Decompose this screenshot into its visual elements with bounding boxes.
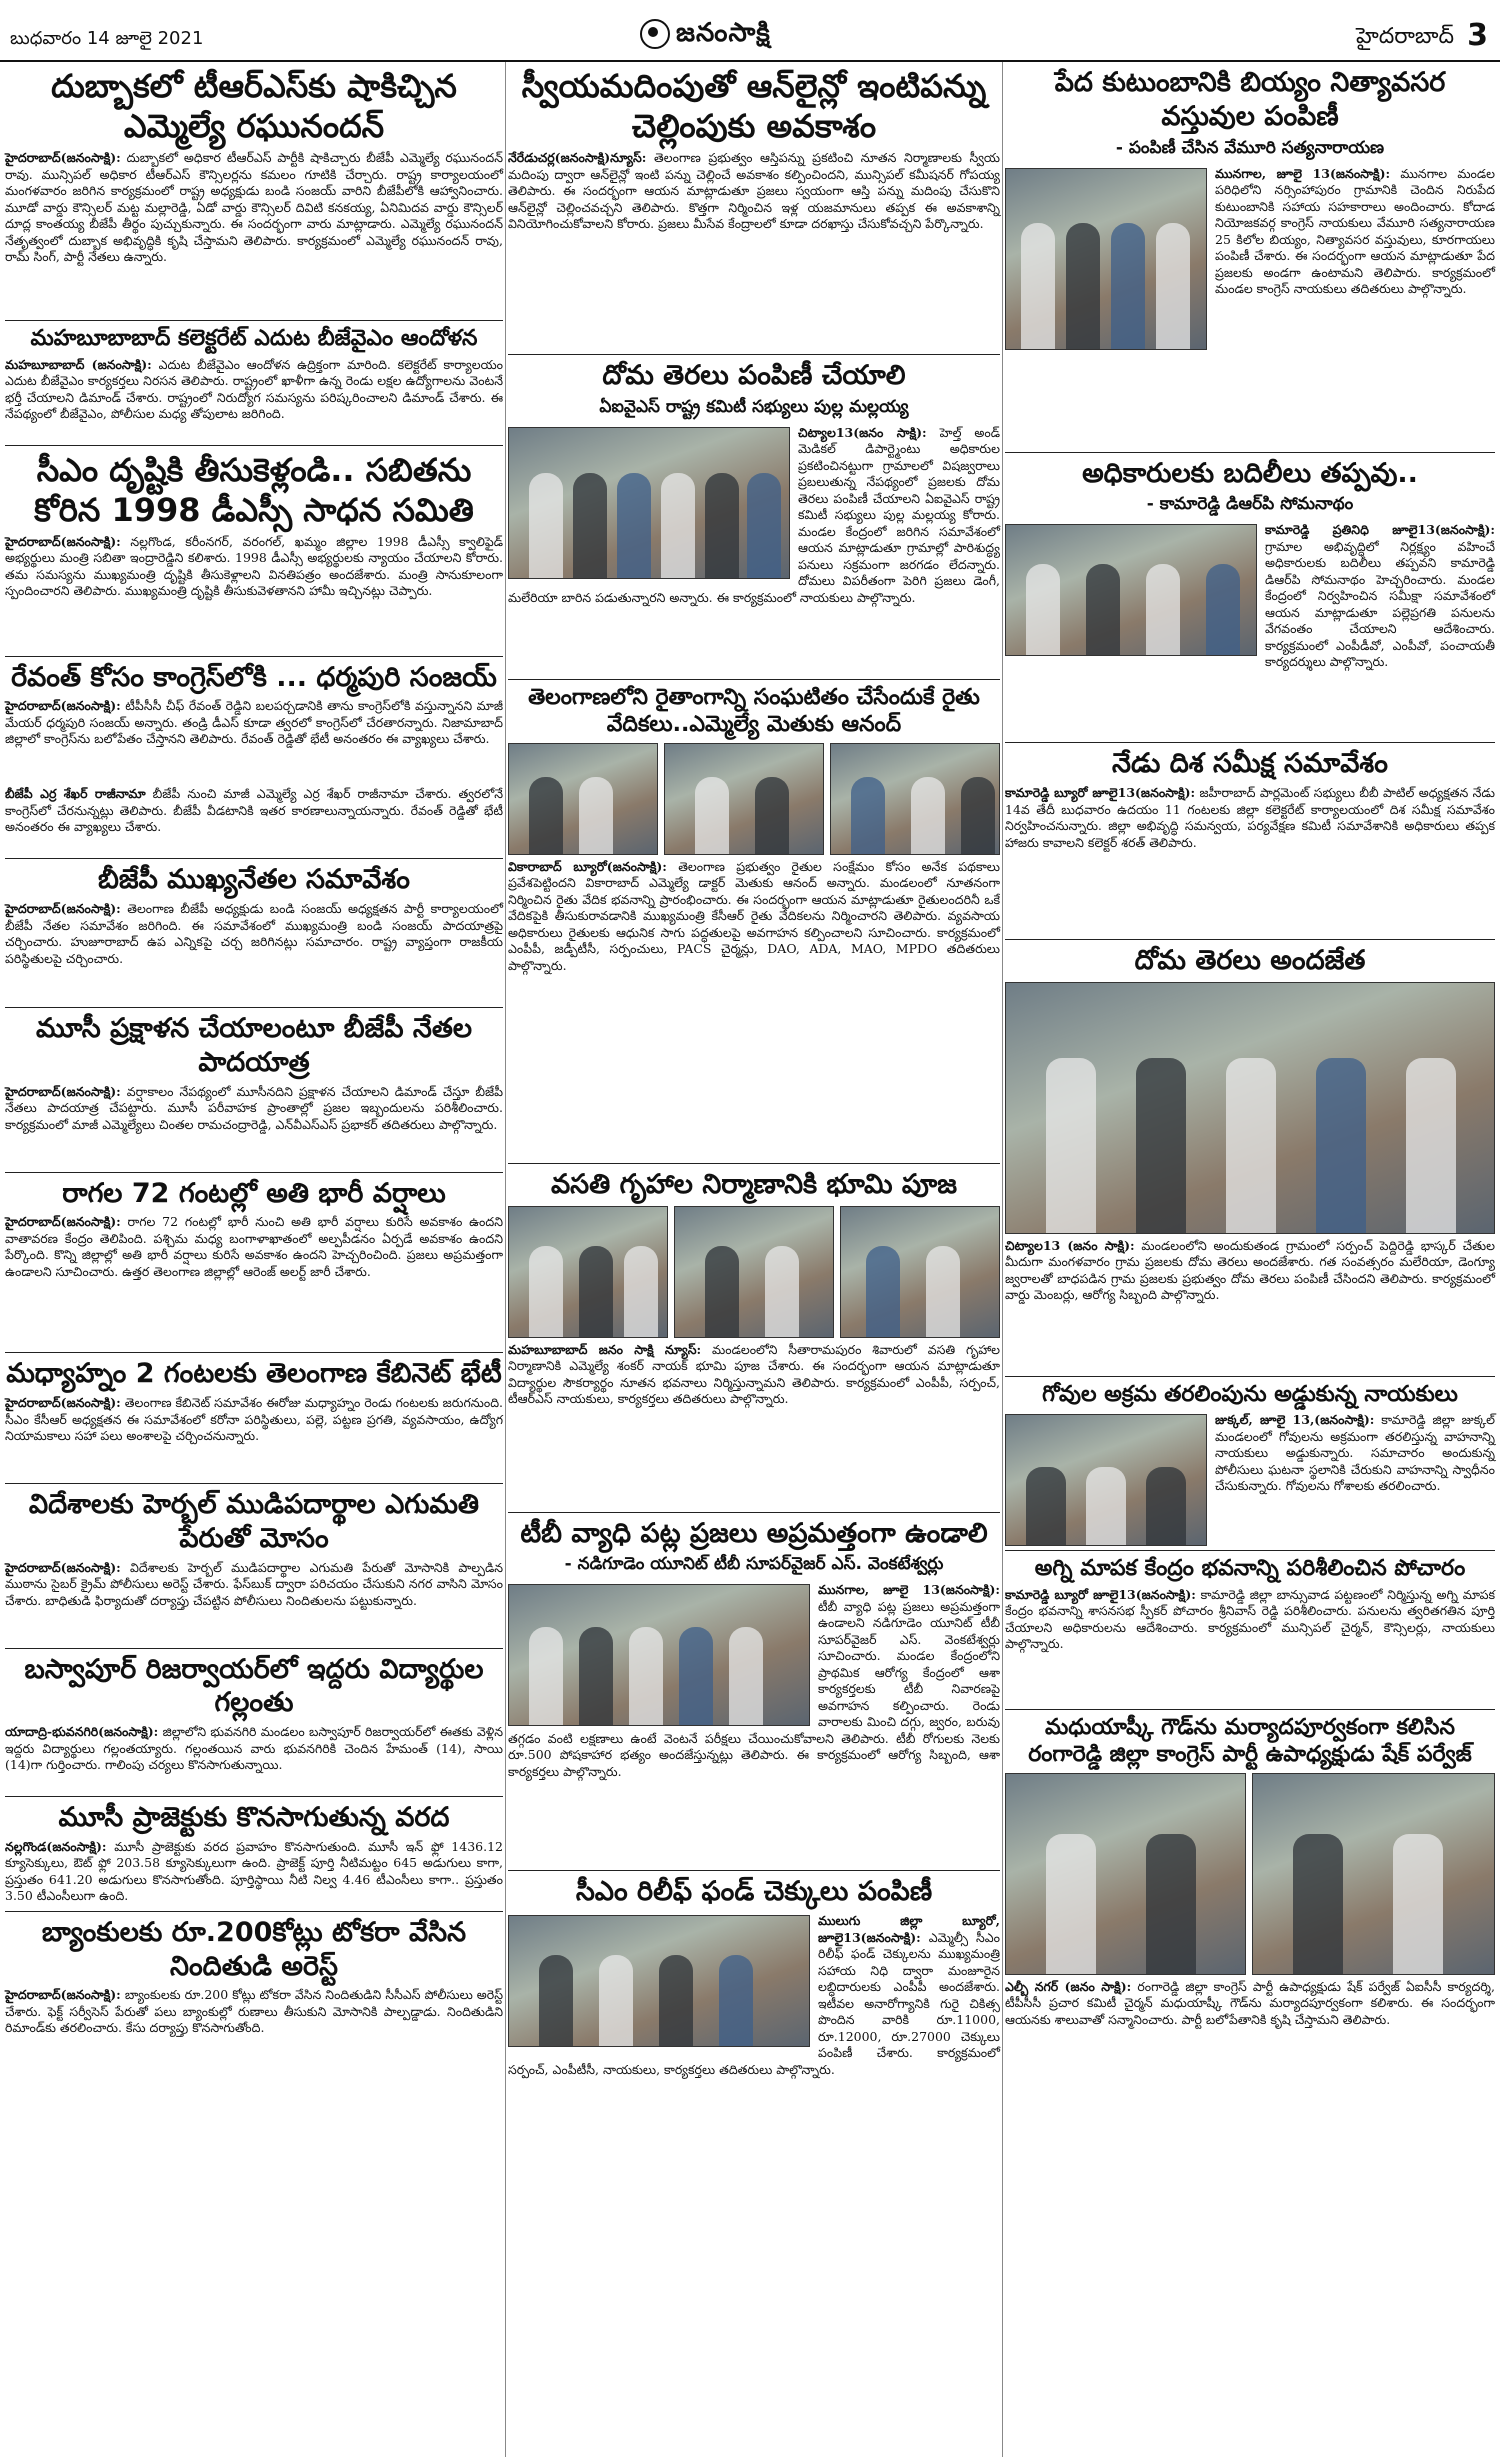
article	[1005, 747, 1495, 933]
logo-icon	[640, 19, 670, 49]
article	[5, 661, 503, 853]
article-body	[1005, 1238, 1495, 1370]
article-text: నల్లగొండ, కరీంనగర్‌, వరంగల్‌, ఖమ్మం జిల్లాల 1998 డీఎస్సీ క్వాలిఫైడ్‌ అభ్యర్థులు మంత్రి సబితా ఇంద్రారెడ్డిని కలిశారు. 1998 డీఎస్సీ అభ్యర్థులకు న్యాయం చేయాలని కోరారు. తమ సమస్యను ముఖ్యమంత్రి దృష్టికి తీసుకెళ్లాలని వినతిపత్రం అందజేశారు. మంత్రి సానుకూలంగా స్పందించారని తెలిపారు. ముఖ్యమంత్రి దృష్టికి తీసుకువెళతానని హామీ ఇచ్చినట్లు చెప్పారు.	[5, 533, 503, 598]
article-text: వర్షాకాలం నేపథ్యంలో మూసీనదిని ప్రక్షాళన చేయాలని డిమాండ్‌ చేస్తూ బీజేపీ నేతలు పాదయాత్ర చేపట్టారు. మూసీ పరీవాహక ప్రాంతాల్లో ప్రజల ఇబ్బందులను పరిశీలించారు. కార్యక్రమంలో మాజీ ఎమ్మెల్యేలు చింతల రామచంద్రారెడ్డి, ఎన్‌వీఎస్‌ఎస్‌ ప్రభాకర్‌ తదితరులు పాల్గొన్నారు.	[5, 1083, 503, 1132]
article-text: బ్యాంకులకు రూ.200 కోట్లు టోకరా వేసిన నిందితుడిని సీసీఎస్‌ పోలీసులు అరెస్ట్‌ చేశారు. ఫెక్ట్‌ సర్వీసెస్‌ పేరుతో పలు బ్యాంకుల్లో రుణాలు తీసుకుని మోసానికి పాల్పడ్డాడు. నిందితుడిని రిమాండ్‌కు తరలించారు. కేసు దర్యాప్తు కొనసాగుతోంది.	[5, 1987, 503, 2036]
article	[508, 1168, 1000, 1506]
news-photo	[1005, 1773, 1246, 1975]
subheadline: - నడిగూడెం యూనిట్‌ టీబీ సూపర్‌వైజర్‌ ఎస్‌. వెంకటేశ్వర్లు	[564, 1554, 944, 1575]
article-text: మూసీ ప్రాజెక్టుకు వరద ప్రవాహం కొనసాగుతుంది. మూసీ ఇన్‌ ఫ్లో 1436.12 క్యూసెక్కులు, ఔట్‌ ఫ్లో 203.58 క్యూసెక్కులుగా ఉంది. ప్రాజెక్ట్‌ పూర్తి నీటిమట్టం 645 అడుగులు కాగా, ప్రస్తుతం 641.20 అడుగులు కొనసాగుతోంది. పూర్తిస్థాయి నీటి నిల్వ 4.46 టీఎంసీలు కాగా.. ప్రస్తుతం 3.50 టీఎంసీలుగా ఉంది.	[5, 1838, 503, 1904]
headline: మధ్యాహ్నం 2 గంటలకు తెలంగాణ కేబినెట్‌ భేటీ	[6, 1358, 502, 1390]
headline: విదేశాలకు హెర్బల్‌ ముడిపదార్థాల ఎగుమతి పేరుతో మోసం	[28, 1489, 480, 1554]
article	[5, 863, 503, 1001]
column-divider	[505, 62, 506, 2457]
news-photo	[508, 743, 658, 855]
article	[1005, 1555, 1495, 1703]
article	[5, 1916, 503, 2070]
article	[508, 1875, 1000, 2077]
article-text: కామారెడ్డి జిల్లా బాన్సువాడ పట్టణంలో నిర్మిస్తున్న అగ్ని మాపక కేంద్రం భవనాన్ని శాసనసభ స్పీకర్‌ పోచారం శ్రీనివాస్‌ రెడ్డి పరిశీలించారు. పనులను త్వరితగతిన పూర్తి చేయాలని అధికారులను ఆదేశించారు. కార్యక్రమంలో మున్సిపల్‌ చైర్మన్‌, కౌన్సిలర్లు, నాయకులు పాల్గొన్నారు.	[1005, 1586, 1495, 1652]
article	[1005, 66, 1495, 446]
article-text: టీబీ వ్యాధి పట్ల ప్రజలు అప్రమత్తంగా ఉండాలని నడిగూడెం యూనిట్‌ టీబీ సూపర్‌వైజర్‌ ఎస్‌. వెంకటేశ్వర్లు సూచించారు. మండల కేంద్రంలోని ప్రాథమిక ఆరోగ్య కేంద్రంలో ఆశా కార్యకర్తలకు టీబీ నివారణపై అవగాహన కల్పించారు. రెండు వారాలకు మించి దగ్గు, జ్వరం, బరువు తగ్గడం వంటి లక్షణాలు ఉంటే వెంటనే పరీక్షలు చేయించుకోవాలని తెలిపారు. టీబీ రోగులకు నెలకు రూ.500 పోషకాహార భత్యం అందజేస్తున్నట్లు తెలిపారు. ఈ కార్యక్రమంలో ఆరోగ్య సిబ్బంది, ఆశా కార్యకర్తలు పాల్గొన్నారు.	[508, 1598, 1000, 1779]
article	[1005, 944, 1495, 1370]
news-photo	[674, 1206, 834, 1338]
dateline: హైదరాబాద్‌(జనంసాక్షి):	[5, 1559, 121, 1575]
headline: బ్యాంకులకు రూ.200కోట్లు టోకరా వేసిన నిందితుడి అరెస్ట్‌	[41, 1916, 467, 1982]
dateline: మహబూబాబాద్‌ జనం సాక్షి న్యూస్‌:	[508, 1341, 702, 1357]
issue-date: బుధవారం 14 జూలై 2021	[10, 28, 204, 49]
headline: బస్వాపూర్‌ రిజర్వాయర్‌లో ఇద్దరు విద్యార్థుల గల్లంతు	[24, 1653, 484, 1719]
article-body	[5, 1724, 503, 1790]
headline: తెలంగాణలోని రైతాంగాన్ని సంఘటితం చేసేందుకే రైతు వేదికలు..ఎమ్మెల్యే మెతుకు ఆనంద్‌	[528, 684, 980, 738]
article-text: టీపీసీసీ చీఫ్‌ రేవంత్‌ రెడ్డిని బలపర్చడానికి తాను కాంగ్రెస్‌లోకి వస్తున్నానని మాజీ మేయర్‌ ధర్మపురి సంజయ్‌ అన్నారు. తండ్రి డీఎస్‌ కూడా త్వరలో కాంగ్రెస్‌లో చేరతారన్నారు. నిజామాబాద్‌ జిల్లాలో కాంగ్రెస్‌ను బలోపేతం చేస్తానని తెలిపారు. రేవంత్‌ రెడ్డితో భేటీ అనంతరం ఈ వ్యాఖ్యలు చేశారు.	[5, 698, 503, 747]
dateline: వికారాబాద్‌ బ్యూరో(జనంసాక్షి):	[508, 858, 667, 874]
dateline: కామారెడ్డి బ్యూరో జూలై13(జనంసాక్షి):	[1005, 1586, 1196, 1602]
dateline: హైదరాబాద్‌(జనంసాక్షి):	[5, 533, 121, 549]
article-text: ఎదుట బీజేవైఎం ఆందోళన ఉద్రిక్తంగా మారింది. కలెక్టరేట్‌ కార్యాలయం ఎదుట బీజేవైఎం కార్యకర్తలు నిరసన తెలిపారు. రాష్ట్రంలో ఖాళీగా ఉన్న రెండు లక్షల ఉద్యోగాలను వెంటనే భర్తీ చేయాలని డిమాండ్‌ చేశారు. రాష్ట్రంలో నిరుద్యోగ సమస్యను పరిష్కరించాలని డిమాండ్‌ చేశారు. ఈ నేపథ్యంలో బీజేవైఎం, పోలీసుల మధ్య తోపులాట జరిగింది.	[5, 356, 504, 421]
paper-logo	[640, 18, 771, 54]
dateline: హైదరాబాద్‌(జనంసాక్షి):	[5, 1214, 121, 1230]
headline: మధుయాష్కీ గౌడ్‌ను మర్యాదపూర్వకంగా కలిసిన రంగారెడ్డి జిల్లా కాంగ్రెస్‌ పార్టీ ఉపాధ్యక్షుడు షేక్‌ పర్వేజ్‌	[1028, 1714, 1472, 1768]
article-text: మండలంలోని అందుకుతండ గ్రామంలో సర్పంచ్‌ పెద్దిరెడ్డి భాస్కర్‌ చేతుల మీదుగా మంగళవారం గ్రామ ప్రజలకు దోమ తెరలు అందజేశారు. గత సంవత్సరం మలేరియా, డెంగ్యూ జ్వరాలతో బాధపడిన గ్రామ ప్రజలకు ప్రభుత్వం దోమ తెరలు పంపిణీ చేసిందని తెలిపారు. కార్యక్రమంలో వార్డు మెంబర్లు, ఆరోగ్య సిబ్బంది పాల్గొన్నారు.	[1005, 1237, 1495, 1303]
article-body	[5, 1084, 503, 1166]
article-body	[1005, 1587, 1495, 1703]
article	[508, 1517, 1000, 1865]
article-text: తెలంగాణ ప్రభుత్వం రైతుల సంక్షేమం కోసం అనేక పథకాలు ప్రవేశపెట్టిందని వికారాబాద్‌ ఎమ్మెల్యే డాక్టర్‌ మెతుకు ఆనంద్‌ అన్నారు. మండలంలో నూతనంగా నిర్మించిన రైతు వేదిక భవనాన్ని ప్రారంభించారు. ఈ సందర్భంగా ఆయన మాట్లాడుతూ రైతులందరినీ ఒకే వేదికపైకి తీసుకురావడానికి ముఖ్యమంత్రి కేసీఆర్‌ రైతు వేదికలను నిర్మించారని తెలిపారు. వ్యవసాయ అధికారులు రైతులకు ఆధునిక సాగు పద్ధతులపై అవగాహన కల్పించాలని సూచించారు. కార్యక్రమంలో ఎంపీపీ, జడ్పీటీసీ, సర్పంచులు, PACS చైర్మన్లు, DAO, ADA, MAO, MPDO తదితరులు పాల్గొన్నారు.	[508, 858, 1000, 973]
article-text: కామారెడ్డి జిల్లా జుక్కల్‌ మండలంలో గోవులను అక్రమంగా తరలిస్తున్న వాహనాన్ని నాయకులు అడ్డుకున్నారు. సమాచారం అందుకున్న పోలీసులు ఘటనా స్థలానికి చేరుకుని వాహనాన్ని స్వాధీనం చేసుకున్నారు. గోవులను గోశాలకు తరలించారు.	[1215, 1412, 1496, 1494]
column-middle	[508, 62, 1000, 2457]
article-body	[5, 357, 503, 439]
article-body	[5, 786, 503, 852]
masthead	[0, 0, 1500, 62]
article	[508, 66, 1000, 348]
subhead: బీజేపీ ఎర్ర శేఖర్‌ రాజీనామా	[5, 786, 146, 802]
article-text: జహీరాబాద్‌ పార్లమెంట్‌ సభ్యులు బీబీ పాటిల్‌ అధ్యక్షతన నేడు 14వ తేదీ బుధవారం ఉదయం 11 గంటలకు జిల్లా కలెక్టరేట్‌ కార్యాలయంలో దిశ సమీక్ష సమావేశం నిర్వహించనున్నారు. జిల్లా అభివృద్ధి సమన్వయ, పర్యవేక్షణ కమిటీ సమావేశానికి అధికారులు తప్పక హాజరు కావాలని కలెక్టర్‌ శరత్‌ తెలిపారు.	[1005, 785, 1495, 850]
article	[5, 1177, 503, 1347]
news-photo	[1005, 1414, 1207, 1546]
article-body	[508, 1342, 1000, 1506]
dateline: కామారెడ్డి ప్రతినిధి జూలై13(జనంసాక్షి):	[1265, 522, 1495, 538]
news-photo	[840, 1206, 1000, 1338]
headline: టీబీ వ్యాధి పట్ల ప్రజలు అప్రమత్తంగా ఉండాలి	[520, 1517, 988, 1549]
article-text: విదేశాలకు హెర్బల్‌ ముడిపదార్థాల ఎగుమతి పేరుతో మోసానికి పాల్పడిన ముఠాను సైబర్‌ క్రైమ్‌ పోలీసులు అరెస్ట్‌ చేశారు. ఫేస్‌బుక్‌ ద్వారా పరిచయం చేసుకుని నగర వాసిని మోసం చేశారు. బాధితుడి ఫిర్యాదుతో దర్యాప్తు చేపట్టిన పోలీసులు నిందితులను పట్టుకున్నారు.	[5, 1559, 503, 1608]
article-body	[5, 1214, 503, 1346]
article-body	[5, 1987, 503, 2069]
column-divider	[1002, 62, 1003, 2457]
article-body	[508, 150, 1000, 348]
dateline: చిట్యాల13 (జనం సాక్షి):	[1005, 1237, 1135, 1253]
dateline: మహబూబాబాద్‌ (జనంసాక్షి):	[5, 356, 152, 372]
column-right	[1005, 62, 1495, 2457]
article	[5, 1801, 503, 1905]
headline: మూసీ ప్రక్షాళన చేయాలంటూ బీజేపీ నేతల పాదయాత్ర	[35, 1013, 473, 1078]
dateline: హైదరాబాద్‌(జనంసాక్షి):	[5, 901, 121, 916]
news-photo	[508, 1915, 810, 2047]
headline: సీఎం దృష్టికి తీసుకెళ్లండి.. సబితను కోరిన 1998 డీఎస్సీ సాధన సమితి	[34, 450, 474, 529]
subheadline: - కామారెడ్డి డిఆర్‌పి సోమనాథం	[1146, 494, 1354, 515]
subheadline: - పంపిణీ చేసిన వేమూరి సత్యనారాయణ	[1115, 137, 1385, 158]
headline: అధికారులకు బదిలీలు తప్పవు..	[1082, 457, 1418, 489]
dateline: హైదరాబాద్‌(జనంసాక్షి):	[5, 1083, 121, 1099]
news-photo	[1005, 524, 1257, 656]
dateline: నల్లగొండ(జనంసాక్షి):	[5, 1838, 107, 1854]
headline: మహబూబాబాద్‌ కలెక్టరేట్‌ ఎదుట బీజేవైఎం ఆందోళన	[30, 326, 478, 351]
headline: పేద కుటుంబానికి బియ్యం నిత్యావసర వస్తువుల పంపిణీ	[1054, 67, 1446, 132]
news-photo	[508, 1206, 668, 1338]
dateline: హైదరాబాద్‌(జనంసాక్షి):	[5, 698, 121, 714]
article-text: దుబ్బాకలో అధికార టీఆర్‌ఎస్‌ పార్టీకి షాకిచ్చారు బీజేపీ ఎమ్మెల్యే రఘునందన్‌ రావు. మున్సిపల్‌ అధికార టీఆర్‌ఎస్‌ కౌన్సిలర్లను కమలం గూటికి చేర్చారు. రాష్ట్ర కార్యాలయంలో మంగళవారం జరిగిన కార్యక్రమంలో రాష్ట్ర అధ్యక్షుడు బండి సంజయ్‌ వారిని బీజేపీలోకి ఆహ్వానించారు. మూడో వార్డు కౌన్సిలర్‌ మట్ట మల్లారెడ్డి, ఏడో వార్డు కౌన్సిలర్‌ దివిటి కనకయ్య, ఏనిమిదవ వార్డు కౌన్సిలర్‌ దూద్ల కాంతయ్య బీజేపీ తీర్థం పుచ్చుకున్నారు. ఈ సందర్భంగా వారు మాట్లాడారు. ఎమ్మెల్యే రఘునందన్‌ నేతృత్వంలో దుబ్బాక అభివృద్ధికి కృషి చేస్తామని తెలిపారు. కార్యక్రమంలో ఎమ్మెల్యే రఘునందన్‌ రావు, రామ్‌ సింగ్‌, పార్టీ నేతలు ఉన్నారు.	[5, 150, 503, 264]
article-text: బీజేపీ నుంచి మాజీ ఎమ్మెల్యే ఎర్ర శేఖర్‌ రాజీనామా చేశారు. త్వరలోనే కాంగ్రెస్‌లో చేరనున్నట్లు తెలిపారు. బీజేపీ వీడటానికి ఇతర కారణాలున్నాయన్నారు. రేవంత్‌ రెడ్డితో భేటీ అనంతరం ఈ వ్యాఖ్యలు చేశారు.	[5, 786, 503, 835]
dateline: మునగాల, జూలై 13(జనంసాక్షి):	[818, 1582, 1000, 1598]
news-photo	[508, 1584, 810, 1726]
article-text: హెల్త్‌ అండ్‌ మెడికల్‌ డిపార్ట్మెంటు అధికారుల ప్రకటించినట్టుగా గ్రామాలలో విషజ్వరాలు ప్రబలుతున్న నేపథ్యంలో ప్రజలకు దోమ తెరలు పంపిణీ చేయాలని ఏఐవైఎస్‌ రాష్ట్ర కమిటీ సభ్యులు పుల్ల మల్లయ్య కోరారు. మండల కేంద్రంలో జరిగిన సమావేశంలో ఆయన మాట్లాడుతూ గ్రామాల్లో పారిశుద్ధ్య పనులు సక్రమంగా జరగడం లేదన్నారు. దోమలు విపరీతంగా పెరిగి ప్రజలు డెంగీ, మలేరియా బారిన పడుతున్నారని అన్నారు. ఈ కార్యక్రమంలో నాయకులు పాల్గొన్నారు.	[508, 424, 1000, 605]
article-body	[5, 1395, 503, 1477]
article-text: తెలంగాణ ప్రభుత్వం ఆస్తిపన్ను ప్రకటించి నూతన నిర్మాణాలకు స్వీయ మదింపు ద్వారా ఆన్‌లైన్లో ఇంటి పన్ను చెల్లించే అవకాశం కల్పించిందని, మున్సిపల్‌ కమీషనర్‌ గోపయ్య తెలిపారు. ఈ సందర్భంగా ఆయన మాట్లాడుతూ ప్రజలు స్వయంగా ఆస్తి పన్ను మదింపు చేసుకొని ఆన్‌లైన్లో చెల్లించవచ్చని తెలిపారు. కొత్తగా నిర్మించిన ఇళ్ల యజమానులు తప్పక ఈ అవకాశాన్ని వినియోగించుకోవాలని కోరారు. ప్రజలు మీసేవ కేంద్రాలలో కూడా దరఖాస్తు చేసుకోవచ్చని పేర్కొన్నారు.	[508, 150, 1000, 231]
article-body	[5, 534, 503, 650]
headline: రేవంత్‌ కోసం కాంగ్రెస్‌లోకి ... ధర్మపురి సంజయ్‌	[11, 661, 497, 693]
article-text: రంగారెడ్డి జిల్లా కాంగ్రెస్‌ పార్టీ ఉపాధ్యక్షుడు షేక్‌ పర్వేజ్‌ ఏఐసీసీ కార్యదర్శి, టీపీసీసీ ప్రచార కమిటీ చైర్మన్‌ మధుయాష్కీ గౌడ్‌ను మర్యాదపూర్వకంగా కలిశారు. ఈ సందర్భంగా ఆయనకు శాలువాతో సన్మానించారు. పార్టీ బలోపేతానికి కృషి చేస్తామని తెలిపారు.	[1005, 1978, 1495, 2027]
article-text: తెలంగాణ కేబినెట్‌ సమావేశం ఈరోజు మధ్యాహ్నం రెండు గంటలకు జరుగనుంది. సీఎం కేసీఆర్‌ అధ్యక్షతన ఈ సమావేశంలో కరోనా పరిస్థితులు, పల్లె, పట్టణ ప్రగతి, వ్యవసాయం, ఉద్యోగ నియామకాలు సహా పలు అంశాలపై చర్చించనున్నారు.	[5, 1395, 504, 1443]
article	[5, 1488, 503, 1642]
article-text: ఎమ్మెల్సీ సీఎం రిలీఫ్‌ ఫండ్‌ చెక్కులను ముఖ్యమంత్రి సహాయ నిధి ద్వారా మంజూరైన లబ్ధిదారులకు ఎంపీపీ అందజేశారు. ఇటీవల అనారోగ్యానికి గురై చికిత్స పొందిన వారికి రూ.11000, రూ.12000, రూ.27000 చెక్కులు పంపిణీ చేశారు. కార్యక్రమంలో సర్పంచ్‌, ఎంపీటీసీ, నాయకులు, కార్యకర్తలు తదితరులు పాల్గొన్నారు.	[508, 1929, 1000, 2077]
article	[5, 1357, 503, 1477]
headline: దోమ తెరలు అందజేత	[1134, 945, 1366, 976]
edition-city: హైదరాబాద్	[1356, 24, 1454, 49]
article-text: మునగాల మండల పరిధిలోని నర్సింహాపురం గ్రామానికి చెందిన నిరుపేద కుటుంబానికి సహాయ సహకారాలు అందించారు. కోదాడ నియోజకవర్గ కాంగ్రెస్‌ నాయకులు వేమూరి సత్యనారాయణ 25 కిలోల బియ్యం, నిత్యావసర వస్తువులు, కూరగాయలు పంపిణీ చేశారు. ఈ సందర్భంగా ఆయన మాట్లాడుతూ పేద ప్రజలకు అండగా ఉంటామని తెలిపారు. కార్యక్రమంలో మండల కాంగ్రెస్‌ నాయకులు తదితరులు పాల్గొన్నారు.	[1215, 165, 1496, 296]
headline: దోమ తెరలు పంపిణీ చేయాలి	[602, 360, 906, 391]
headline: రాగల 72 గంటల్లో అతి భారీ వర్షాలు	[62, 1177, 446, 1209]
article-body	[5, 1560, 503, 1642]
headline: సీఎం రిలీఫ్‌ ఫండ్‌ చెక్కులు పంపిణీ	[575, 1876, 933, 1908]
headline: స్వీయమదింపుతో ఆన్‌లైన్లో ఇంటిపన్ను చెల్లింపుకు అవకాశం	[521, 67, 987, 145]
dateline: హైదరాబాద్‌(జనంసాక్షి):	[5, 1395, 121, 1410]
headline: నేడు దిశ సమీక్ష సమావేశం	[1112, 748, 1388, 780]
article	[508, 684, 1000, 1157]
dateline: ములుగు జిల్లా బ్యూరో, జూలై13(జనంసాక్షి):	[818, 1913, 1000, 1945]
article-body	[5, 1839, 503, 1905]
article-text: మండలంలోని సీతారామపురం శివారులో వసతి గృహాల నిర్మాణానికి ఎమ్మెల్యే శంకర్‌ నాయక్‌ భూమి పూజ చేశారు. ఈ సందర్భంగా ఆయన మాట్లాడుతూ విద్యార్థుల సౌకర్యార్థం నూతన భవనాలు నిర్మిస్తున్నామని తెలిపారు. కార్యక్రమంలో ఎంపీపీ, సర్పంచ్‌, టీఆర్‌ఎస్‌ నాయకులు, కార్యకర్తలు తదితరులు పాల్గొన్నారు.	[508, 1341, 1000, 1406]
article	[1005, 457, 1495, 737]
article-body	[508, 859, 1000, 1157]
news-photo	[1252, 1773, 1495, 1975]
paper-name: జనంసాక్షి	[676, 18, 771, 48]
news-photo	[830, 743, 1000, 855]
article	[5, 1653, 503, 1791]
headline: అగ్ని మాపక కేంద్రం భవనాన్ని పరిశీలించిన పోచారం	[1034, 1556, 1466, 1582]
dateline: యాదాద్రి-భువనగిరి(జనంసాక్షి):	[5, 1724, 159, 1739]
subheadline: ఏఐవైఎస్‌ రాష్ట్ర కమిటీ సభ్యులు పుల్ల మల్లయ్య	[599, 396, 909, 417]
dateline: నేరేడుచర్ల(జనంసాక్షి)న్యూస్‌:	[508, 150, 647, 165]
article-body	[5, 150, 503, 314]
news-photo	[1005, 982, 1495, 1234]
dateline: చిట్యాల13(జనం సాక్షి):	[798, 424, 927, 440]
dateline: కామారెడ్డి బ్యూరో జూలై13(జనంసాక్షి):	[1005, 785, 1196, 800]
headline: బీజేపీ ముఖ్యనేతల సమావేశం	[98, 864, 410, 896]
dateline: ఎల్బీ నగర్‌ (జనం సాక్షి):	[1005, 1978, 1132, 1994]
article-text: జిల్లాలోని భువనగిరి మండలం బస్వాపూర్‌ రిజర్వాయర్‌లో ఈతకు వెళ్లిన ఇద్దరు విద్యార్థులు గల్లంతయ్యారు. గల్లంతయిన వారు భువనగిరికి చెందిన హేమంత్‌ (14), సాయి (14)గా గుర్తించారు. గాలింపు చర్యలు కొనసాగుతున్నాయి.	[5, 1724, 503, 1772]
article-body	[1005, 785, 1495, 933]
article-text: తెలంగాణ బీజేపీ అధ్యక్షుడు బండి సంజయ్‌ అధ్యక్షతన పార్టీ కార్యాలయంలో బీజేపీ నేతల సమావేశం జరిగింది. ఈ సమావేశంలో ముఖ్యమంత్రి బండి సంజయ్‌ పాదయాత్రపై చర్చించారు. హుజూరాబాద్‌ ఉప ఎన్నికపై చర్చ జరిగినట్లు సమాచారం. రాష్ట్ర వ్యాప్తంగా రాజకీయ పరిస్థితులపై చర్చించారు.	[5, 901, 503, 966]
headline: దుబ్బాకలో టీఆర్‌ఎస్‌కు షాకిచ్చిన ఎమ్మెల్యే రఘునందన్	[51, 67, 457, 145]
news-photo	[508, 427, 790, 579]
headline: వసతి గృహాల నిర్మాణానికి భూమి పూజ	[550, 1168, 958, 1200]
article	[5, 450, 503, 650]
article	[5, 325, 503, 439]
dateline: మునగాల, జూలై 13(జనంసాక్షి):	[1215, 165, 1391, 181]
dateline: హైదరాబాద్‌(జనంసాక్షి):	[5, 150, 121, 165]
headline: మూసీ ప్రాజెక్టుకు కొనసాగుతున్న వరద	[58, 1802, 450, 1833]
article	[5, 66, 503, 314]
article-body	[5, 698, 503, 780]
article-body	[1005, 1979, 1495, 2079]
article	[1005, 1714, 1495, 2079]
article-text: గ్రామాల అభివృద్ధిలో నిర్లక్ష్యం వహించే అధికారులకు బదిలీలు తప్పవని కామారెడ్డి డిఆర్‌పి సోమనాథం హెచ్చరించారు. మండల కేంద్రంలో నిర్వహించిన సమీక్షా సమావేశంలో ఆయన మాట్లాడుతూ పల్లెప్రగతి పనులను వేగవంతం చేయాలని ఆదేశించారు. కార్యక్రమంలో ఎంపీడీవో, ఎంపీవో, పంచాయతీ కార్యదర్శులు పాల్గొన్నారు.	[1265, 538, 1495, 670]
dateline: జుక్కల్‌, జూలై 13,(జనంసాక్షి):	[1215, 1412, 1375, 1428]
headline: గోవుల అక్రమ తరలింపును అడ్డుకున్న నాయకులు	[1042, 1381, 1458, 1407]
news-photo	[1005, 168, 1207, 350]
page-number: 3	[1467, 18, 1488, 53]
dateline: హైదరాబాద్‌(జనంసాక్షి):	[5, 1987, 121, 2003]
article-text: రాగల 72 గంటల్లో భారీ నుంచి అతి భారీ వర్షాలు కురిసే అవకాశం ఉందని వాతావరణ కేంద్రం తెలిపింది. పశ్చిమ మధ్య బంగాళాఖాతంలో అల్పపీడనం ఏర్పడే అవకాశం ఉందని పేర్కొంది. కొన్ని జిల్లాల్లో అతి భారీ వర్షాలు కురిసే అవకాశం ఉందని హెచ్చరించింది. ప్రజలు అప్రమత్తంగా ఉండాలని సూచించారు. ఉత్తర తెలంగాణ జిల్లాల్లో ఆరెంజ్‌ అలర్ట్‌ జారీ చేశారు.	[5, 1214, 503, 1279]
article	[508, 359, 1000, 673]
article	[5, 1012, 503, 1166]
article-body	[5, 901, 503, 1001]
column-left	[5, 62, 503, 2457]
article	[1005, 1381, 1495, 1545]
news-photo	[664, 743, 824, 855]
